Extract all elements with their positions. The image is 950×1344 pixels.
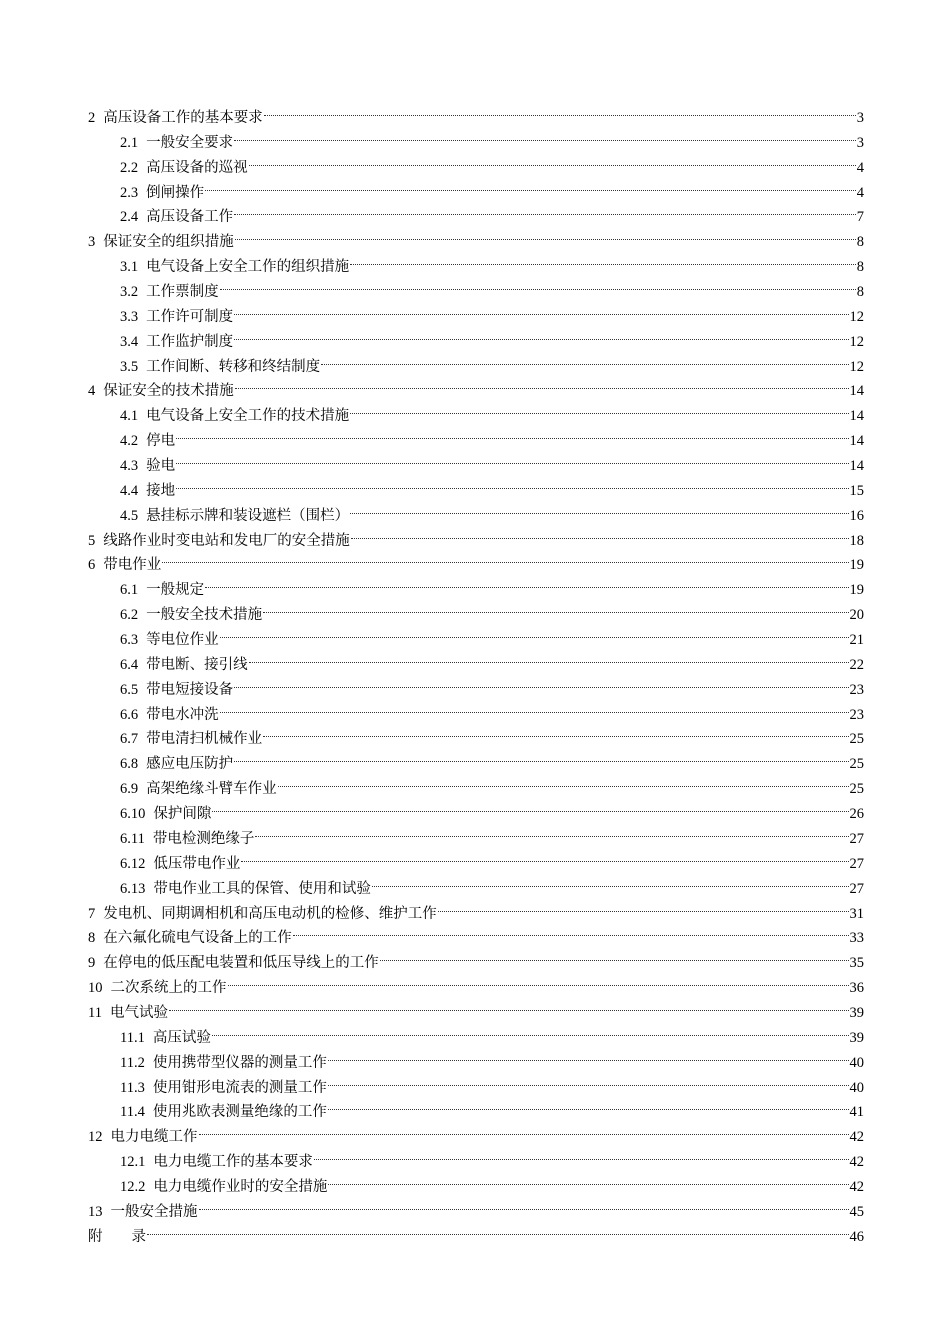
toc-entry-number: 6.7 bbox=[120, 731, 139, 748]
toc-entry-page-number: 14 bbox=[849, 458, 864, 475]
toc-entry-title: 停电 bbox=[146, 433, 176, 450]
toc-entry-title: 带电断、接引线 bbox=[146, 656, 248, 673]
toc-entry-number: 6.1 bbox=[120, 582, 139, 599]
toc-entry-page-number: 27 bbox=[849, 830, 864, 847]
toc-entry-page-number: 35 bbox=[849, 955, 864, 972]
toc-entry-number: 3.5 bbox=[120, 358, 139, 375]
toc-entry-title: 发电机、同期调相机和高压电动机的检修、维护工作 bbox=[103, 905, 437, 922]
toc-entry[interactable] bbox=[88, 173, 864, 201]
toc-entry-number: 4.4 bbox=[120, 482, 139, 499]
toc-entry-page-number: 14 bbox=[849, 383, 864, 400]
toc-entry-number: 4.5 bbox=[120, 507, 139, 524]
dot-leader bbox=[380, 943, 849, 967]
dot-leader bbox=[328, 1092, 849, 1116]
dot-leader bbox=[328, 1167, 848, 1191]
toc-entry-number: 2.3 bbox=[120, 184, 139, 201]
toc-entry-number: 6.10 bbox=[120, 806, 146, 823]
toc-entry-number: 3.1 bbox=[120, 259, 139, 276]
dot-leader bbox=[234, 670, 848, 694]
dot-leader bbox=[314, 1142, 849, 1166]
toc-entry-title: 线路作业时变电站和发电厂的安全措施 bbox=[103, 532, 350, 549]
toc-entry-page-number: 3 bbox=[856, 110, 864, 126]
toc-entry-title: 保护间隙 bbox=[153, 806, 212, 823]
toc-entry-number: 3 bbox=[88, 234, 96, 251]
dot-leader bbox=[438, 894, 849, 918]
toc-entry-page-number: 4 bbox=[856, 184, 864, 201]
toc-entry-title: 电气设备上安全工作的技术措施 bbox=[146, 408, 350, 425]
toc-entry-number: 4.3 bbox=[120, 458, 139, 475]
toc-entry-page-number: 15 bbox=[849, 482, 864, 499]
dot-leader bbox=[351, 521, 849, 545]
dot-leader bbox=[212, 1018, 849, 1042]
toc-entry-page-number: 46 bbox=[849, 1228, 864, 1245]
toc-entry-title: 在停电的低压配电装置和低压导线上的工作 bbox=[103, 955, 379, 972]
toc-entry[interactable] bbox=[88, 197, 864, 226]
toc-entry-title: 高架绝缘斗臂车作业 bbox=[146, 781, 277, 798]
toc-entry-page-number: 12 bbox=[849, 358, 864, 375]
dot-leader bbox=[350, 496, 848, 520]
toc-entry-page-number: 25 bbox=[849, 756, 864, 773]
toc-entry-title: 等电位作业 bbox=[146, 632, 219, 649]
toc-entry-number: 11 bbox=[88, 1004, 102, 1021]
dot-leader bbox=[220, 272, 856, 296]
dot-leader bbox=[249, 148, 856, 172]
dot-leader bbox=[255, 819, 848, 843]
dot-leader bbox=[205, 173, 856, 197]
toc-entry-page-number: 3 bbox=[856, 134, 864, 151]
toc-entry-title: 接地 bbox=[146, 482, 176, 499]
toc-entry-page-number: 31 bbox=[849, 905, 864, 922]
toc-entry-page-number: 12 bbox=[849, 308, 864, 325]
toc-entry[interactable] bbox=[88, 446, 864, 475]
toc-entry-number: 11.3 bbox=[120, 1079, 145, 1096]
toc-entry-number: 12 bbox=[88, 1129, 103, 1146]
toc-entry-page-number: 8 bbox=[856, 234, 864, 251]
toc-entry-page-number: 8 bbox=[856, 284, 864, 301]
toc-entry-title: 在六氟化硫电气设备上的工作 bbox=[103, 930, 292, 947]
table-of-contents bbox=[88, 98, 864, 1245]
dot-leader bbox=[220, 695, 849, 719]
toc-entry-title: 一般安全要求 bbox=[146, 134, 234, 151]
toc-entry-number: 3.2 bbox=[120, 284, 139, 301]
toc-entry-page-number: 23 bbox=[849, 681, 864, 698]
dot-leader bbox=[328, 1043, 849, 1067]
dot-leader bbox=[147, 1217, 849, 1241]
toc-entry-number: 6.12 bbox=[120, 855, 146, 872]
toc-entry-title: 高压设备工作的基本要求 bbox=[103, 110, 263, 126]
toc-entry-number: 9 bbox=[88, 955, 96, 972]
dot-leader bbox=[263, 719, 848, 743]
toc-entry-page-number: 45 bbox=[849, 1203, 864, 1220]
toc-entry-number: 6.6 bbox=[120, 706, 139, 723]
toc-entry-number: 11.4 bbox=[120, 1104, 145, 1121]
dot-leader bbox=[234, 197, 856, 221]
dot-leader bbox=[234, 297, 848, 321]
toc-entry-page-number: 42 bbox=[849, 1178, 864, 1195]
toc-entry-page-number: 25 bbox=[849, 781, 864, 798]
toc-entry-title: 一般安全技术措施 bbox=[146, 607, 263, 624]
toc-entry-title: 电气设备上安全工作的组织措施 bbox=[146, 259, 350, 276]
toc-entry-page-number: 22 bbox=[849, 656, 864, 673]
toc-entry-page-number: 14 bbox=[849, 408, 864, 425]
toc-entry-title: 低压带电作业 bbox=[153, 855, 241, 872]
toc-entry-number: 11.2 bbox=[120, 1054, 145, 1071]
toc-entry-page-number: 33 bbox=[849, 930, 864, 947]
toc-entry[interactable] bbox=[88, 545, 864, 574]
toc-entry[interactable] bbox=[88, 421, 864, 450]
toc-entry-page-number: 12 bbox=[849, 333, 864, 350]
toc-entry-page-number: 27 bbox=[849, 880, 864, 897]
toc-entry-number: 2 bbox=[88, 110, 96, 126]
toc-entry-title: 保证安全的技术措施 bbox=[103, 383, 234, 400]
toc-entry-page-number: 25 bbox=[849, 731, 864, 748]
dot-leader bbox=[293, 918, 849, 942]
toc-entry-title: 电气试验 bbox=[109, 1004, 168, 1021]
toc-entry-page-number: 20 bbox=[849, 607, 864, 624]
dot-leader bbox=[199, 1117, 849, 1141]
toc-entry-number: 6.4 bbox=[120, 656, 139, 673]
toc-entry-title: 工作监护制度 bbox=[146, 333, 234, 350]
toc-entry-title: 电力电缆工作 bbox=[110, 1129, 198, 1146]
dot-leader bbox=[220, 620, 849, 644]
dot-leader bbox=[228, 968, 849, 992]
toc-entry-page-number: 21 bbox=[849, 632, 864, 649]
dot-leader bbox=[234, 322, 848, 346]
toc-entry-title: 高压试验 bbox=[152, 1029, 211, 1046]
toc-entry-title: 工作票制度 bbox=[146, 284, 219, 301]
dot-leader bbox=[350, 247, 856, 271]
toc-entry-number: 6.13 bbox=[120, 880, 146, 897]
dot-leader bbox=[162, 545, 848, 569]
dot-leader bbox=[263, 595, 848, 619]
toc-entry-title: 悬挂标示牌和装设遮栏（围栏） bbox=[146, 507, 350, 524]
toc-entry-title: 带电作业 bbox=[103, 557, 162, 574]
toc-entry[interactable] bbox=[88, 570, 864, 599]
dot-leader bbox=[328, 1068, 849, 1092]
toc-entry[interactable] bbox=[88, 496, 864, 524]
toc-entry-number: 6 bbox=[88, 557, 96, 574]
toc-entry-title: 带电短接设备 bbox=[146, 681, 234, 698]
toc-entry-title: 带电检测绝缘子 bbox=[152, 830, 255, 847]
toc-entry-number: 6.2 bbox=[120, 607, 139, 624]
toc-entry-title: 电力电缆工作的基本要求 bbox=[153, 1154, 313, 1171]
toc-entry-title: 保证安全的组织措施 bbox=[103, 234, 234, 251]
toc-entry-title: 使用携带型仪器的测量工作 bbox=[152, 1054, 327, 1071]
dot-leader bbox=[176, 471, 848, 495]
dot-leader bbox=[169, 993, 849, 1017]
toc-entry-number: 2.1 bbox=[120, 134, 139, 151]
dot-leader bbox=[235, 222, 856, 246]
toc-entry-page-number: 14 bbox=[849, 433, 864, 450]
dot-leader bbox=[235, 371, 849, 395]
dot-leader bbox=[264, 98, 856, 122]
toc-entry-number: 2.4 bbox=[120, 209, 139, 226]
toc-entry-page-number: 40 bbox=[849, 1054, 864, 1071]
toc-entry-number: 4 bbox=[88, 383, 96, 400]
toc-entry[interactable] bbox=[88, 595, 864, 624]
toc-entry-number: 3.4 bbox=[120, 333, 139, 350]
dot-leader bbox=[234, 123, 856, 147]
toc-entry-title: 高压设备的巡视 bbox=[146, 159, 248, 176]
toc-entry-page-number: 4 bbox=[856, 159, 864, 176]
dot-leader bbox=[199, 1192, 849, 1216]
toc-entry-title: 工作许可制度 bbox=[146, 308, 234, 325]
toc-entry-page-number: 18 bbox=[849, 532, 864, 549]
toc-entry-number: 12.1 bbox=[120, 1154, 146, 1171]
toc-entry-number: 6.3 bbox=[120, 632, 139, 649]
toc-entry-number: 2.2 bbox=[120, 159, 139, 176]
toc-entry-title: 附 录 bbox=[88, 1228, 146, 1245]
toc-entry-number: 6.9 bbox=[120, 781, 139, 798]
toc-entry-number: 6.8 bbox=[120, 756, 139, 773]
toc-entry[interactable] bbox=[88, 993, 864, 1021]
toc-entry[interactable] bbox=[88, 1192, 864, 1220]
toc-entry-title: 高压设备工作 bbox=[146, 209, 234, 226]
toc-entry-number: 4.1 bbox=[120, 408, 139, 425]
dot-leader bbox=[205, 570, 848, 594]
toc-entry-page-number: 19 bbox=[849, 557, 864, 574]
dot-leader bbox=[321, 347, 848, 371]
toc-entry-number: 8 bbox=[88, 930, 96, 947]
toc-entry[interactable] bbox=[88, 1142, 864, 1171]
toc-entry-page-number: 19 bbox=[849, 582, 864, 599]
dot-leader bbox=[249, 645, 849, 669]
toc-entry-title: 二次系统上的工作 bbox=[110, 980, 227, 997]
toc-entry-number: 6.11 bbox=[120, 830, 145, 847]
toc-entry-number: 4.2 bbox=[120, 433, 139, 450]
toc-entry-page-number: 39 bbox=[849, 1029, 864, 1046]
dot-leader bbox=[372, 869, 849, 893]
toc-entry-page-number: 7 bbox=[856, 209, 864, 226]
toc-entry[interactable] bbox=[88, 471, 864, 499]
toc-entry-title: 一般规定 bbox=[146, 582, 205, 599]
toc-entry-title: 验电 bbox=[146, 458, 176, 475]
toc-entry-number: 10 bbox=[88, 980, 103, 997]
dot-leader bbox=[278, 769, 849, 793]
dot-leader bbox=[212, 794, 848, 818]
toc-entry-title: 带电水冲洗 bbox=[146, 706, 219, 723]
toc-entry-title: 带电作业工具的保管、使用和试验 bbox=[153, 880, 371, 897]
toc-entry[interactable] bbox=[88, 1217, 864, 1245]
toc-entry-page-number: 39 bbox=[849, 1004, 864, 1021]
toc-entry-title: 倒闸操作 bbox=[146, 184, 205, 201]
toc-entry-number: 5 bbox=[88, 532, 96, 549]
dot-leader bbox=[176, 421, 848, 445]
toc-entry-page-number: 8 bbox=[856, 259, 864, 276]
toc-entry-title: 使用钳形电流表的测量工作 bbox=[152, 1079, 327, 1096]
toc-entry-title: 带电清扫机械作业 bbox=[146, 731, 263, 748]
toc-entry-title: 工作间断、转移和终结制度 bbox=[146, 358, 321, 375]
toc-entry[interactable] bbox=[88, 1018, 864, 1046]
toc-entry-page-number: 27 bbox=[849, 855, 864, 872]
toc-entry-number: 13 bbox=[88, 1203, 103, 1220]
toc-entry-number: 11.1 bbox=[120, 1029, 145, 1046]
toc-entry[interactable] bbox=[88, 1117, 864, 1146]
toc-entry-number: 6.5 bbox=[120, 681, 139, 698]
toc-entry-page-number: 41 bbox=[849, 1104, 864, 1121]
toc-entry-page-number: 36 bbox=[849, 980, 864, 997]
toc-entry-number: 3.3 bbox=[120, 308, 139, 325]
dot-leader bbox=[350, 396, 848, 420]
toc-entry-page-number: 16 bbox=[849, 507, 864, 524]
toc-entry-title: 一般安全措施 bbox=[110, 1203, 198, 1220]
toc-entry-title: 感应电压防护 bbox=[146, 756, 234, 773]
toc-entry-page-number: 42 bbox=[849, 1129, 864, 1146]
toc-entry-title: 电力电缆作业时的安全措施 bbox=[153, 1178, 328, 1195]
dot-leader bbox=[176, 446, 848, 470]
toc-entry-number: 12.2 bbox=[120, 1178, 146, 1195]
toc-entry-page-number: 23 bbox=[849, 706, 864, 723]
dot-leader bbox=[234, 744, 848, 768]
toc-entry-number: 7 bbox=[88, 905, 96, 922]
toc-entry[interactable] bbox=[88, 98, 864, 126]
toc-entry-page-number: 40 bbox=[849, 1079, 864, 1096]
toc-entry-page-number: 42 bbox=[849, 1154, 864, 1171]
toc-entry-title: 使用兆欧表测量绝缘的工作 bbox=[152, 1104, 327, 1121]
toc-entry-page-number: 26 bbox=[849, 806, 864, 823]
dot-leader bbox=[241, 844, 848, 868]
